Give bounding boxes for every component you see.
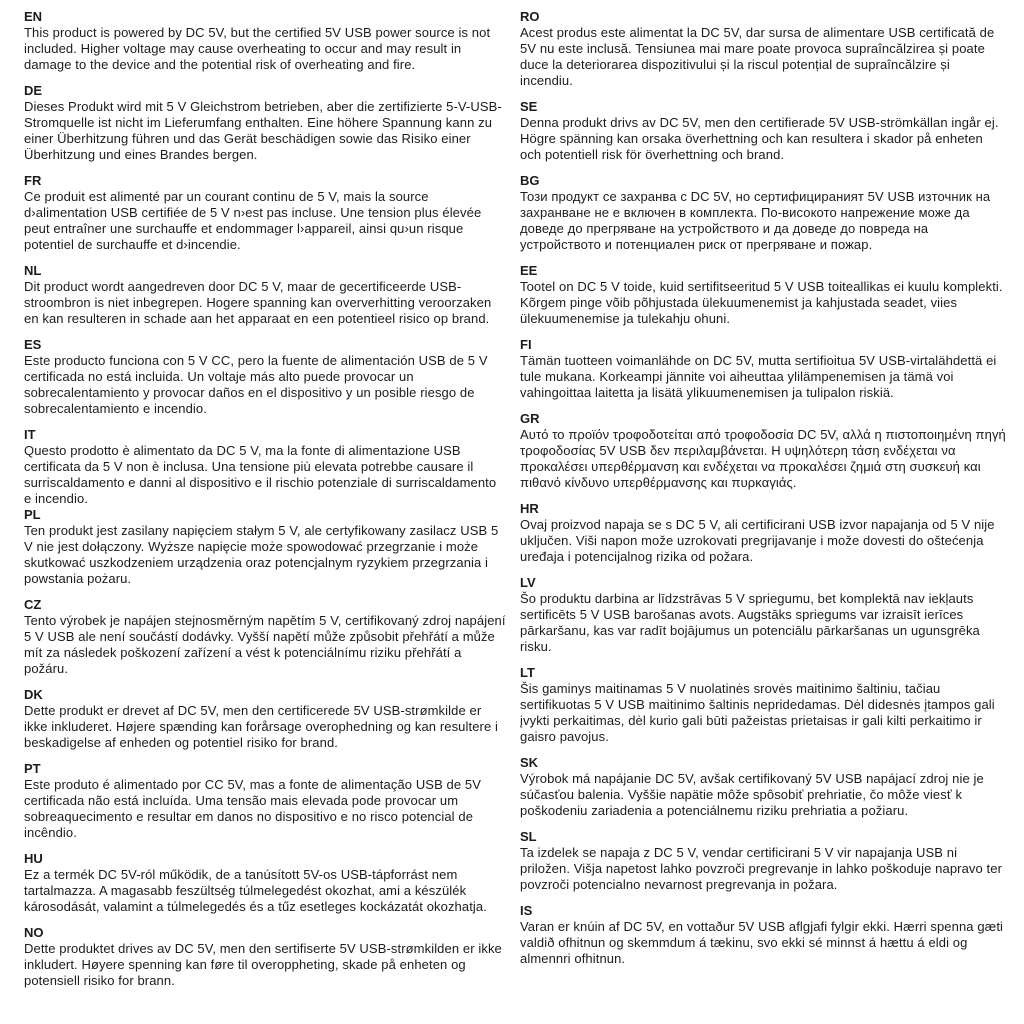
- warning-text-cz: Tento výrobek je napájen stejnosměrným napětím 5 V, certifikovaný zdroj napájení 5 V USB ale není součástí dodávky. Vyšší napětí může způsobit přehřátí a může mít za následek poškození zařízení a vést k potenciálnímu riziku přehřátí a požáru.: [24, 613, 506, 676]
- lang-section-pl: [24, 507, 506, 587]
- language-code-gr: GR: [520, 411, 540, 426]
- warning-text-dk: Dette produkt er drevet af DC 5V, men den certificerede 5V USB-strømkilde er ikke inkluderet. Højere spænding kan forårsage overophedning og kan resultere i beskadigelse af enheden og potentiel risiko for brand.: [24, 703, 499, 750]
- lang-section-en: [24, 9, 506, 73]
- warning-text-no: Dette produktet drives av DC 5V, men den sertifiserte 5V USB-strømkilden er ikke inkludert. Høyere spenning kan føre til overoppheting, skade på enheten og potensiell risiko for brann.: [24, 941, 502, 988]
- lang-section-fi: [520, 337, 1006, 401]
- warning-text-es: Este producto funciona con 5 V CC, pero la fuente de alimentación USB de 5 V certificada no está incluida. Un voltaje más alto puede provocar un sobrecalentamiento y provocar daños en el dispositivo y un posible riesgo de sobrecalentamiento e incendio.: [24, 353, 488, 416]
- warning-text-en: This product is powered by DC 5V, but the certified 5V USB power source is not included. Higher voltage may cause overheating to occur and may result in damage to the device and the potential risk of overheating and fire.: [24, 25, 491, 72]
- warning-text-de: Dieses Produkt wird mit 5 V Gleichstrom betrieben, aber die zertifizierte 5-V-USB-Stromquelle ist nicht im Lieferumfang enthalten. Eine höhere Spannung kann zu einer Überhitzung führen und das Gerät beschädigen sowie das Risiko einer Überhitzung und eines Brandes bergen.: [24, 99, 502, 162]
- warning-text-hr: Ovaj proizvod napaja se s DC 5 V, ali certificirani USB izvor napajanja od 5 V nije uključen. Viši napon može uzrokovati pregrijavanje i može dovesti do oštećenja uređaja i potencijalnog rizika od požara.: [520, 517, 995, 564]
- lang-section-ro: [520, 9, 1006, 89]
- language-code-se: SE: [520, 99, 538, 114]
- warning-text-pt: Este produto é alimentado por CC 5V, mas a fonte de alimentação USB de 5V certificada não está incluída. Uma tensão mais elevada pode provocar um sobreaquecimento e resultar em danos no dispositivo e no risco potencial de incêndio.: [24, 777, 482, 840]
- warning-text-gr: Αυτό το προϊόν τροφοδοτείται από τροφοδοσία DC 5V, αλλά η πιστοποιημένη πηγή τροφοδοσίας 5V USB δεν περιλαμβάνεται. Η υψηλότερη τάση ενδέχεται να προκαλέσει υπερθέρμανση και ενδέχεται να προκαλέσει ζημιά στη συσκευή και πιθανό κίνδυνο υπερθέρμανσης και πυρκαγιάς.: [520, 427, 1006, 490]
- language-code-hu: HU: [24, 851, 43, 866]
- warning-text-hu: Ez a termék DC 5V-ról működik, de a tanúsított 5V-os USB-tápforrást nem tartalmazza. A magasabb feszültség túlmelegedést okozhat, ami a készülék károsodását, valamint a túlmelegedés és a tűz esetleges kockázatát okozhatja.: [24, 867, 487, 914]
- language-code-pt: PT: [24, 761, 41, 776]
- lang-section-no: [24, 925, 506, 989]
- language-code-sl: SL: [520, 829, 537, 844]
- language-code-lt: LT: [520, 665, 535, 680]
- left-column: [24, 9, 506, 999]
- warning-text-pl: Ten produkt jest zasilany napięciem stałym 5 V, ale certyfikowany zasilacz USB 5 V nie jest dołączony. Wyższe napięcie może spowodować przegrzanie i może skutkować uszkodzeniem urządzenia oraz potencjalnym ryzykiem przegrzania i powstania pożaru.: [24, 523, 499, 586]
- warning-text-sk: Výrobok má napájanie DC 5V, avšak certifikovaný 5V USB napájací zdroj nie je súčasťou balenia. Vyššie napätie môže spôsobiť prehriatie, čo môže viesť k poškodeniu zariadenia a potenciálnemu riziku prehriatia a požiaru.: [520, 771, 984, 818]
- lang-section-hr: [520, 501, 1006, 565]
- lang-section-es: [24, 337, 506, 417]
- language-code-hr: HR: [520, 501, 539, 516]
- lang-section-sk: [520, 755, 1006, 819]
- warning-text-ro: Acest produs este alimentat la DC 5V, dar sursa de alimentare USB certificată de 5V nu este inclusă. Tensiunea mai mare poate provoca supraîncălzirea și poate duce la deteriorarea dispozitivului și la riscul potențial de supraîncălzire și incendiu.: [520, 25, 995, 88]
- lang-section-is: [520, 903, 1006, 967]
- language-code-fi: FI: [520, 337, 532, 352]
- warning-text-lt: Šis gaminys maitinamas 5 V nuolatinės srovės maitinimo šaltiniu, tačiau sertifikuotas 5 V USB maitinimo šaltinis nepridedamas. Dėl didesnės įtampos gali įvykti perkaitimas, dėl kurio gali būti pažeistas prietaisas ir gali kilti perkaitimo ir gaisro pavojus.: [520, 681, 995, 744]
- language-code-pl: PL: [24, 507, 41, 522]
- language-code-lv: LV: [520, 575, 536, 590]
- lang-section-hu: [24, 851, 506, 915]
- language-code-ro: RO: [520, 9, 540, 24]
- lang-section-dk: [24, 687, 506, 751]
- warning-text-sl: Ta izdelek se napaja z DC 5 V, vendar certificirani 5 V vir napajanja USB ni priložen. Višja napetost lahko povzroči pregrevanje in lahko poškoduje napravo ter povzroči potencialno nevarnost pregrevanja in požara.: [520, 845, 1003, 892]
- warning-text-fr: Ce produit est alimenté par un courant continu de 5 V, mais la source d›alimentation USB certifiée de 5 V n›est pas incluse. Une tension plus élevée peut entraîner une surchauffe et endommager l›appareil, ainsi qu›un risque potentiel de surchauffe et d›incendie.: [24, 189, 482, 252]
- lang-section-it: [24, 427, 506, 507]
- language-code-nl: NL: [24, 263, 42, 278]
- warning-text-se: Denna produkt drivs av DC 5V, men den certifierade 5V USB-strömkällan ingår ej. Högre spänning kan orsaka överhettning och kan resultera i skador på enheten och potentiell risk för överhettning och brand.: [520, 115, 999, 162]
- lang-section-sl: [520, 829, 1006, 893]
- language-code-bg: BG: [520, 173, 540, 188]
- lang-section-lt: [520, 665, 1006, 745]
- warning-text-lv: Šo produktu darbina ar līdzstrāvas 5 V spriegumu, bet komplektā nav iekļauts sertificēts 5 V USB barošanas avots. Augstāks spriegums var izraisīt ierīces pārkaršanu, kas var radīt bojājumus un potenciālu pārkaršanas un ugunsgrēka risku.: [520, 591, 980, 654]
- lang-section-bg: [520, 173, 1006, 253]
- lang-section-fr: [24, 173, 506, 253]
- warning-text-bg: Този продукт се захранва с DC 5V, но сертифицираният 5V USB източник на захранване не е включен в комплекта. По-високото напрежение може да доведе до прегряване на устройството и да доведе до повреда на устройството и потенциален риск от прегряване и пожар.: [520, 189, 991, 252]
- language-code-ee: EE: [520, 263, 538, 278]
- lang-section-lv: [520, 575, 1006, 655]
- lang-section-pt: [24, 761, 506, 841]
- warning-text-is: Varan er knúin af DC 5V, en vottaður 5V USB aflgjafi fylgir ekki. Hærri spenna gæti valdið ofhitnun og skemmdum á tækinu, svo ekki sé minnst á hættu á eldi og almennri ofhitnun.: [520, 919, 1004, 966]
- language-code-en: EN: [24, 9, 43, 24]
- language-code-de: DE: [24, 83, 43, 98]
- lang-section-nl: [24, 263, 506, 327]
- language-code-is: IS: [520, 903, 533, 918]
- lang-section-de: [24, 83, 506, 163]
- lang-section-se: [520, 99, 1006, 163]
- language-code-dk: DK: [24, 687, 43, 702]
- language-code-sk: SK: [520, 755, 539, 770]
- warning-text-nl: Dit product wordt aangedreven door DC 5 V, maar de gecertificeerde USB-stroombron is niet inbegrepen. Hogere spanning kan oververhitting veroorzaken en kan resulteren in schade aan het apparaat en een potentieel risico op brand.: [24, 279, 492, 326]
- lang-section-ee: [520, 263, 1006, 327]
- language-code-es: ES: [24, 337, 42, 352]
- warning-text-fi: Tämän tuotteen voimanlähde on DC 5V, mutta sertifioitua 5V USB-virtalähdettä ei tule mukana. Korkeampi jännite voi aiheuttaa ylilämpenemisen ja tämä voi vahingoittaa laitetta ja lisätä ylikuumenemisen ja tulipalon riskiä.: [520, 353, 997, 400]
- lang-section-cz: [24, 597, 506, 677]
- language-code-it: IT: [24, 427, 36, 442]
- lang-section-gr: [520, 411, 1006, 491]
- language-code-cz: CZ: [24, 597, 42, 612]
- warning-text-it: Questo prodotto è alimentato da DC 5 V, ma la fonte di alimentazione USB certificata da 5 V non è inclusa. Una tensione più elevata potrebbe causare il surriscaldamento e danni al dispositivo e il rischio potenziale di surriscaldamento e incendio.: [24, 443, 497, 506]
- warning-text-ee: Tootel on DC 5 V toide, kuid sertifitseeritud 5 V USB toiteallikas ei kuulu komplekti. Kõrgem pinge võib põhjustada ülekuumenemist ja kahjustada seadet, viies ülekuumenemise ja tulekahju ohuni.: [520, 279, 1003, 326]
- right-column: [520, 9, 1006, 999]
- language-code-no: NO: [24, 925, 44, 940]
- language-code-fr: FR: [24, 173, 42, 188]
